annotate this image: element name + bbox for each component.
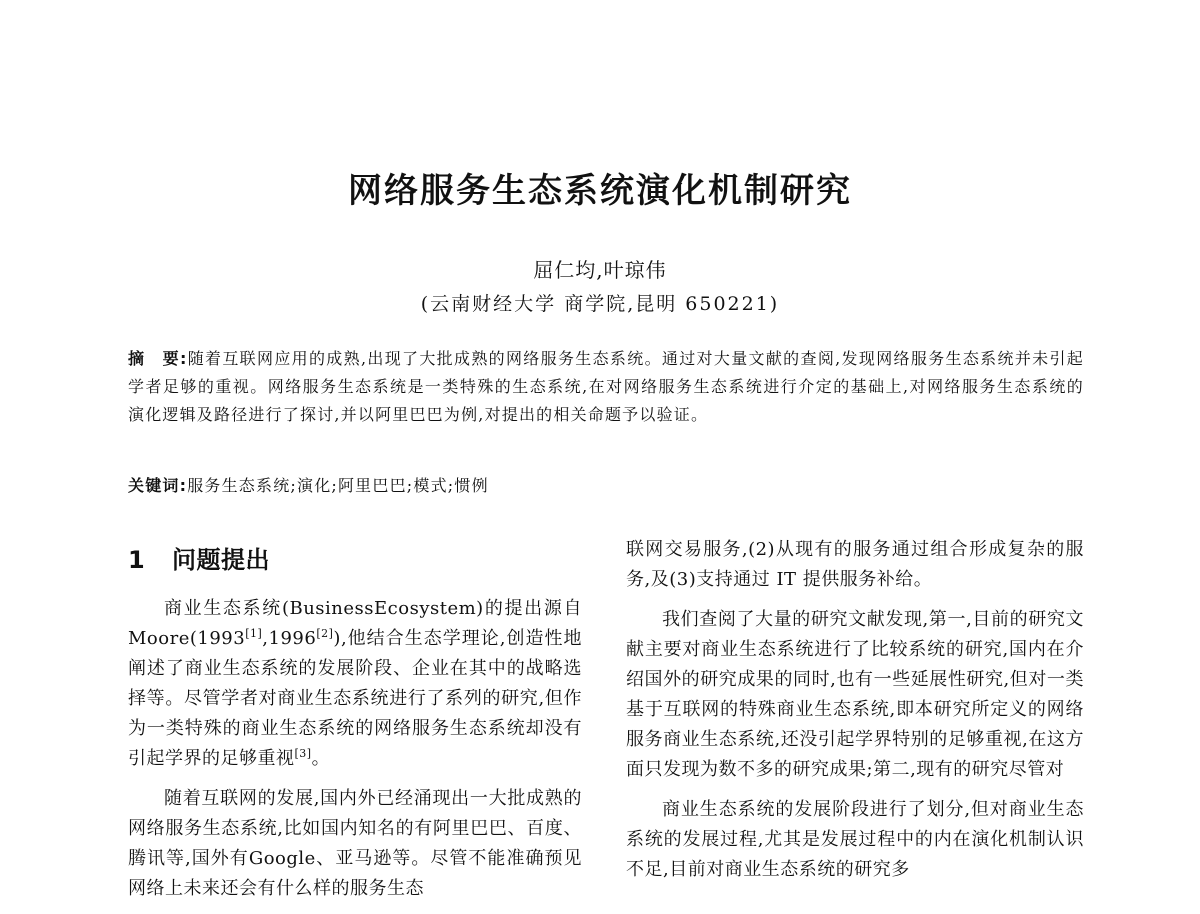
paragraph-text: ,1996	[262, 628, 317, 649]
paragraph: 我们查阅了大量的研究文献发现,第一,目前的研究文献主要对商业生态系统进行了比较系统的研究,国内在介绍国外的研究成果的同时,也有一些延展性研究,但对一类基于互联网的特殊商业生态系统,即本研究所定义的网络服务商业生态系统,还没引起学界特别的足够重视,在这方面只发现为数不多的研究成果;第二,现有的研究尽管对	[626, 609, 1084, 780]
citation-ref: [2]	[316, 627, 334, 640]
keywords	[128, 472, 1084, 500]
abstract	[128, 345, 1084, 429]
authors: 屈仁均,叶琼伟	[533, 258, 667, 282]
citation-ref: [3]	[294, 747, 312, 760]
abstract-label: 摘 要:	[128, 349, 188, 368]
paragraph	[128, 594, 582, 774]
paragraph: 商业生态系统的发展阶段进行了划分,但对商业生态系统的发展过程,尤其是发展过程中的内在演化机制认识不足,目前对商业生态系统的研究多	[626, 799, 1084, 880]
keywords-text: 服务生态系统;演化;阿里巴巴;模式;惯例	[187, 476, 489, 495]
paragraph: 随着互联网的发展,国内外已经涌现出一大批成熟的网络服务生态系统,比如国内知名的有阿里巴巴、百度、腾讯等,国外有Google、亚马逊等。尽管不能准确预见网络上未来还会有什么样的服务生态	[128, 788, 582, 899]
paper-title: 网络服务生态系统演化机制研究	[348, 171, 852, 211]
abstract-text: 随着互联网应用的成熟,出现了大批成熟的网络服务生态系统。通过对大量文献的查阅,发现网络服务生态系统并未引起学者足够的重视。网络服务生态系统是一类特殊的生态系统,在对网络服务生态系统进行介定的基础上,对网络服务生态系统的演化逻辑及路径进行了探讨,并以阿里巴巴为例,对提出的相关命题予以验证。	[128, 349, 1084, 424]
left-column	[128, 540, 582, 914]
section-heading	[128, 540, 582, 580]
paragraph-text: 商业生态系统(BusinessEcosystem)的提出源自Moore(1993	[128, 598, 582, 649]
keywords-label: 关键词:	[128, 476, 188, 495]
paragraph-text: ),他结合生态学理论,创造性地阐述了商业生态系统的发展阶段、企业在其中的战略选择等。尽管学者对商业生态系统进行了系列的研究,但作为一类特殊的商业生态系统的网络服务生态系统却没有引起学界的足够重视	[128, 628, 582, 769]
paragraph-text: 。	[311, 748, 331, 769]
affiliation: (云南财经大学 商学院,昆明 650221)	[420, 293, 780, 315]
paragraph: 联网交易服务,(2)从现有的服务通过组合形成复杂的服务,及(3)支持通过 IT 提供服务补给。	[626, 539, 1084, 590]
section-number: 1	[128, 546, 146, 574]
right-column	[626, 535, 1084, 895]
section-title: 问题提出	[172, 546, 270, 574]
citation-ref: [1]	[245, 627, 263, 640]
